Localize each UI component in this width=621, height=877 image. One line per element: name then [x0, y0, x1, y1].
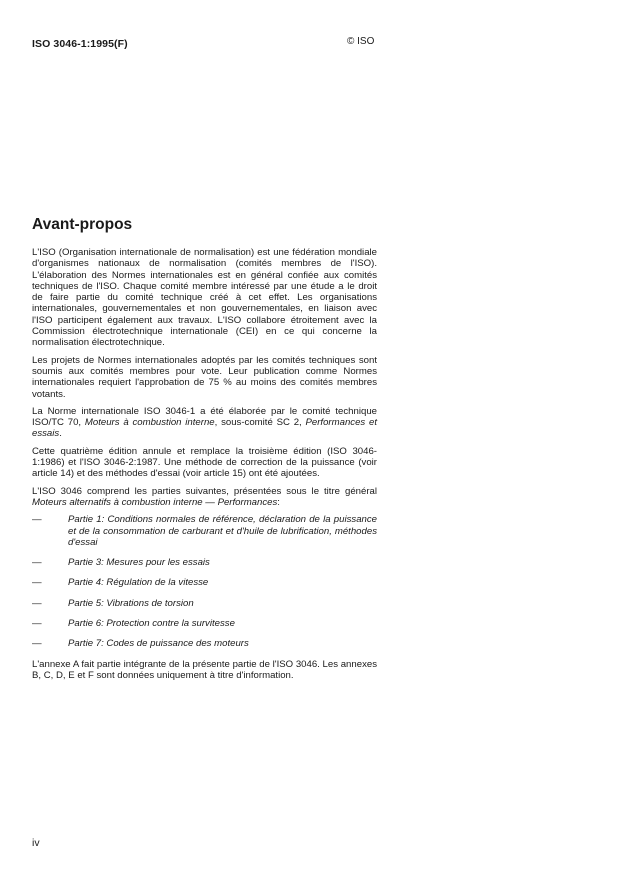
- list-item-text: Partie 7: Codes de puissance des moteurs: [68, 638, 249, 650]
- foreword-body: [32, 247, 377, 687]
- committee-name: Moteurs à combustion interne: [84, 417, 215, 429]
- general-title: Moteurs alternatifs à combustion interne — Performances: [32, 496, 278, 508]
- dash-marker: —: [32, 577, 42, 589]
- list-item-text: Partie 1: Conditions normales de référence, déclaration de la puissance et de la consommation de carburant et d'huile de lubrification, méthodes d'essai: [68, 514, 377, 548]
- parts-intro-start: L'ISO 3046 comprend les parties suivantes, présentées sous le titre général: [32, 485, 377, 497]
- page-number: iv: [32, 837, 40, 849]
- dash-marker: —: [32, 638, 42, 650]
- paragraph-iso-intro: L'ISO (Organisation internationale de normalisation) est une fédération mondiale d'organismes nationaux de normalisation (comités membres de l'ISO). L'élaboration des Normes internationales est en général confiée aux comités techniques de l'ISO. Chaque comité membre intéressé par une étude a le droit de faire partie du comité technique créé à cet effet. Les organisations internationales, gouvernementales et non gouvernementales, en liaison avec l'ISO participent également aux travaux. L'ISO collabore étroitement avec la Commission électrotechnique internationale (CEI) en ce qui concerne la normalisation électrotechnique.: [32, 247, 377, 349]
- list-item: [32, 557, 377, 568]
- paragraph-voting: Les projets de Normes internationales adoptés par les comités techniques sont soumis aux comités membres pour vote. Leur publication comme Normes internationales requiert l'approbation de 75 % au moins des comités membres votants.: [32, 354, 377, 400]
- list-item-text: Partie 3: Mesures pour les essais: [68, 557, 210, 569]
- committee-text-start: La Norme internationale ISO 3046-1 a été élaborée par le comité technique ISO/TC 70,: [32, 405, 377, 429]
- paragraph-parts-intro: [32, 486, 377, 509]
- dash-marker: —: [32, 618, 42, 630]
- paragraph-edition: Cette quatrième édition annule et remplace la troisième édition (ISO 3046-1:1986) et l'ISO 3046-2:1987. Une méthode de correction de la puissance (voir article 14) et des méthodes d'essai (voir article 15) ont été ajoutées.: [32, 445, 377, 480]
- parts-intro-end: :: [277, 496, 280, 508]
- committee-text-mid: , sous-comité SC 2,: [214, 417, 306, 429]
- copyright-notice: © ISO: [347, 36, 375, 47]
- list-item-text: Partie 4: Régulation de la vitesse: [68, 577, 209, 589]
- list-item: [32, 638, 377, 649]
- paragraph-committee: [32, 406, 377, 440]
- list-item: [32, 514, 377, 548]
- dash-marker: —: [32, 557, 42, 569]
- document-reference: ISO 3046-1:1995(F): [32, 38, 128, 50]
- subcommittee-name: Performances et essais: [32, 417, 378, 440]
- list-item: [32, 598, 377, 609]
- committee-text-end: .: [59, 428, 62, 440]
- page-title: Avant-propos: [32, 216, 133, 233]
- dash-marker: —: [32, 514, 42, 526]
- dash-marker: —: [32, 597, 42, 609]
- paragraph-annexes: L'annexe A fait partie intégrante de la présente partie de l'ISO 3046. Les annexes B, C, D, E et F sont données uniquement à titre d'information.: [32, 658, 377, 681]
- list-item: [32, 577, 377, 588]
- parts-list: [32, 514, 377, 649]
- list-item-text: Partie 5: Vibrations de torsion: [68, 597, 194, 609]
- list-item: [32, 618, 377, 629]
- list-item-text: Partie 6: Protection contre la survitesse: [68, 618, 235, 630]
